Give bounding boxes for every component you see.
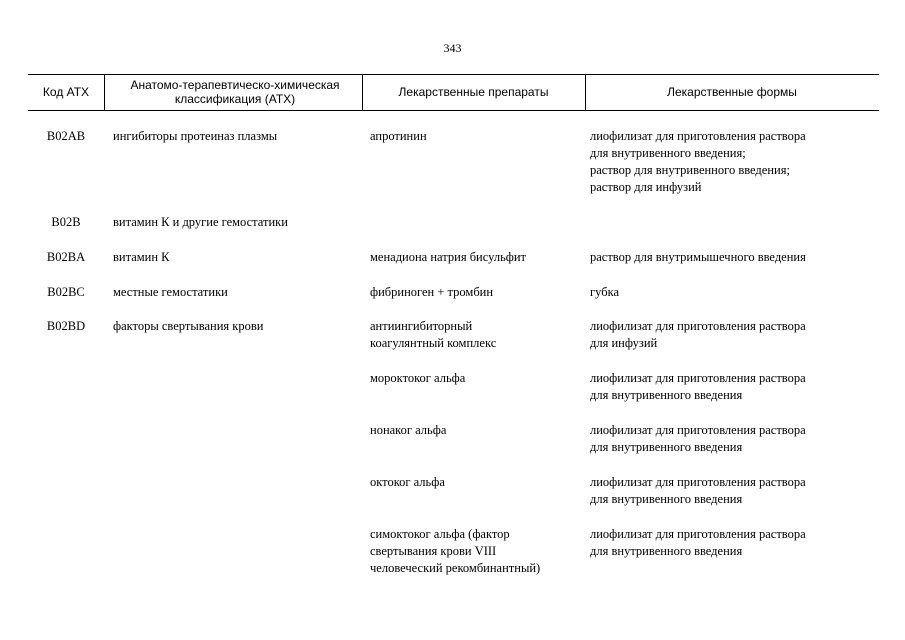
row-form: губка xyxy=(590,285,620,299)
header-code: Код АТХ xyxy=(42,85,90,99)
header-drugs: Лекарственные препараты xyxy=(398,85,549,99)
row-code: B02BA xyxy=(46,250,86,264)
row-code: B02BC xyxy=(47,285,85,299)
row-classification: факторы свертывания крови xyxy=(113,319,264,333)
row-code: B02B xyxy=(51,215,81,229)
row-form: лиофилизат для приготовления раствора для внутривенного введения xyxy=(590,371,806,402)
row-classification: витамин К и другие гемостатики xyxy=(113,215,288,229)
row-form: лиофилизат для приготовления раствора для внутривенного введения; раствор для внутривенного введения; раствор для инфузий xyxy=(590,129,806,194)
row-form: лиофилизат для приготовления раствора для инфузий xyxy=(590,319,806,350)
row-code: B02BD xyxy=(46,319,86,333)
header-classification: Анатомо-терапевтическо-химическая классификация (АТХ) xyxy=(130,78,340,106)
row-drug: симоктоког альфа (фактор свертывания крови VIII человеческий рекомбинантный) xyxy=(370,527,541,575)
row-form: раствор для внутримышечного введения xyxy=(590,250,806,264)
header-forms: Лекарственные формы xyxy=(667,85,797,99)
row-drug: мороктоког альфа xyxy=(370,371,466,385)
row-drug: антиингибиторный коагулянтный комплекс xyxy=(370,319,497,350)
row-classification: местные гемостатики xyxy=(113,285,228,299)
row-drug: октоког альфа xyxy=(370,475,445,489)
row-classification: витамин К xyxy=(113,250,170,264)
row-classification: ингибиторы протеиназ плазмы xyxy=(113,129,278,143)
column-divider xyxy=(104,74,105,110)
row-form: лиофилизат для приготовления раствора для внутривенного введения xyxy=(590,475,806,506)
row-form: лиофилизат для приготовления раствора для внутривенного введения xyxy=(590,527,806,558)
row-drug: апротинин xyxy=(370,129,427,143)
row-drug: фибриноген + тромбин xyxy=(370,285,494,299)
table-header-rule xyxy=(28,110,879,111)
row-code: B02AB xyxy=(46,129,86,143)
page-number: 343 xyxy=(443,41,462,55)
row-drug: нонаког альфа xyxy=(370,423,447,437)
row-form: лиофилизат для приготовления раствора для внутривенного введения xyxy=(590,423,806,454)
row-drug: менадиона натрия бисульфит xyxy=(370,250,527,264)
